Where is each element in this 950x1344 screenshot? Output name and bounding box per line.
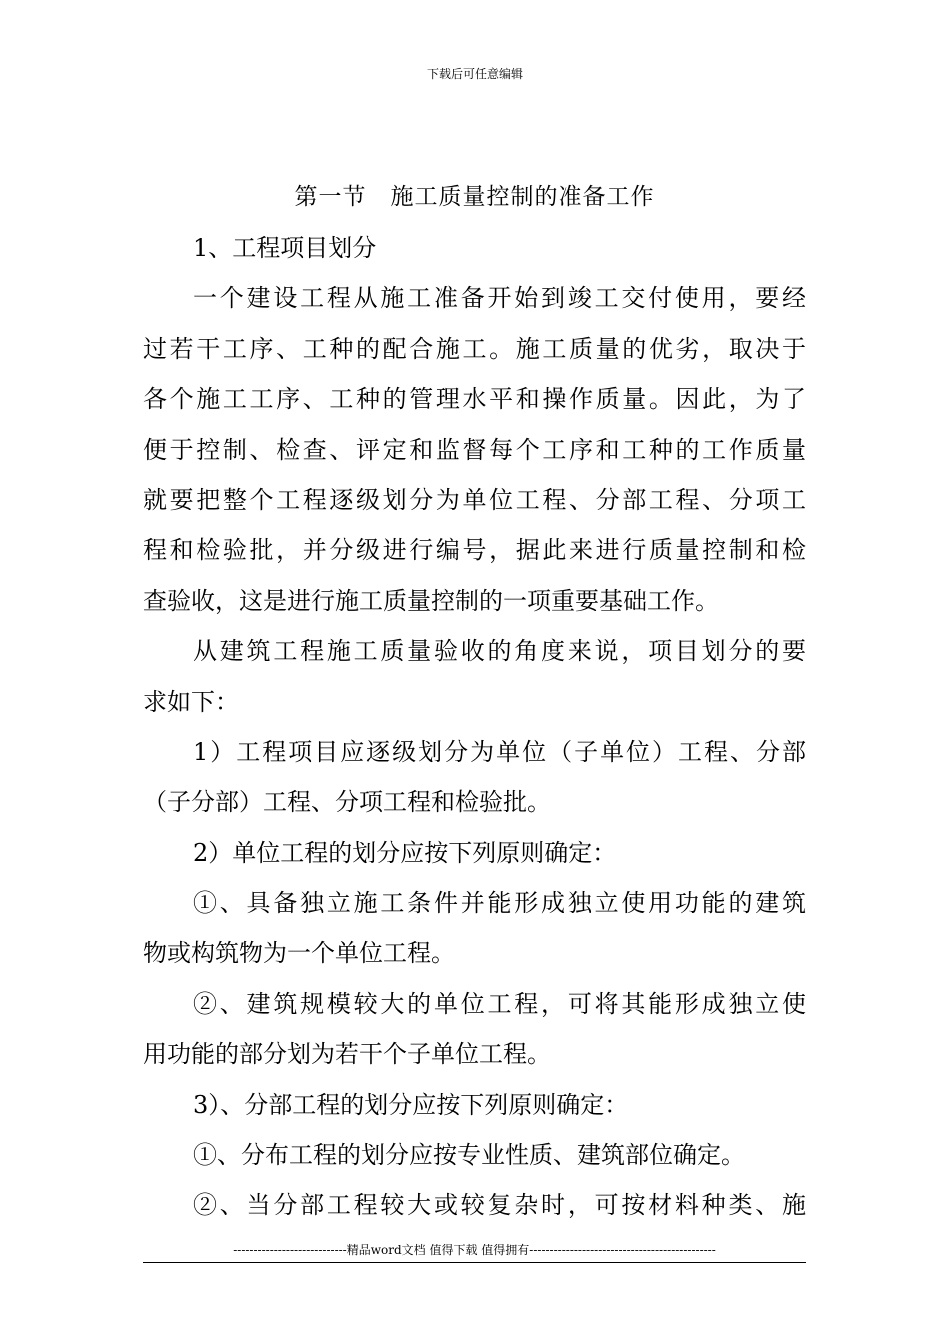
paragraph-line: 便于控制、检查、评定和监督每个工序和工种的工作质量 — [143, 435, 806, 464]
section-title: 第一节 施工质量控制的准备工作 — [294, 184, 655, 210]
list-item-line: 用功能的部分划为若干个子单位工程。 — [143, 1040, 551, 1069]
paragraph-line: 各个施工工序、工种的管理水平和操作质量。因此，为了 — [143, 385, 806, 414]
list-item-line: 1）工程项目应逐级划分为单位（子单位）工程、分部 — [193, 737, 806, 766]
page-footer-text: ----------------------------精品word文档 值得下载 值得拥有---------------------------------------------- — [233, 1243, 716, 1257]
list-item-line: 物或构筑物为一个单位工程。 — [143, 939, 455, 968]
list-item-line: ②、建筑规模较大的单位工程，可将其能形成独立使 — [193, 989, 806, 1018]
footer-divider — [143, 1262, 806, 1263]
list-item-line: ①、分布工程的划分应按专业性质、建筑部位确定。 — [193, 1141, 745, 1170]
page-header-note: 下载后可任意编辑 — [426, 67, 523, 81]
paragraph-line: 一个建设工程从施工准备开始到竣工交付使用，要经 — [193, 284, 806, 313]
list-item-line: ②、当分部工程较大或较复杂时，可按材料种类、施 — [193, 1191, 806, 1220]
list-item-line: （子分部）工程、分项工程和检验批。 — [143, 788, 551, 817]
list-item-line: 3）、分部工程的划分应按下列原则确定： — [193, 1090, 629, 1119]
paragraph-line: 过若干工序、工种的配合施工。施工质量的优劣，取决于 — [143, 334, 806, 363]
paragraph-line: 就要把整个工程逐级划分为单位工程、分部工程、分项工 — [143, 485, 806, 514]
paragraph-line: 从建筑工程施工质量验收的角度来说，项目划分的要 — [193, 637, 806, 666]
list-item-line: 2）单位工程的划分应按下列原则确定： — [193, 838, 617, 867]
paragraph-line: 查验收，这是进行施工质量控制的一项重要基础工作。 — [143, 586, 719, 615]
list-item-line: ①、具备独立施工条件并能形成独立使用功能的建筑 — [193, 889, 806, 918]
paragraph-line: 程和检验批，并分级进行编号，据此来进行质量控制和检 — [143, 536, 806, 565]
paragraph-line: 求如下： — [143, 687, 239, 716]
document-body — [143, 229, 806, 1237]
subheading-project-division: 1、工程项目划分 — [193, 234, 377, 262]
